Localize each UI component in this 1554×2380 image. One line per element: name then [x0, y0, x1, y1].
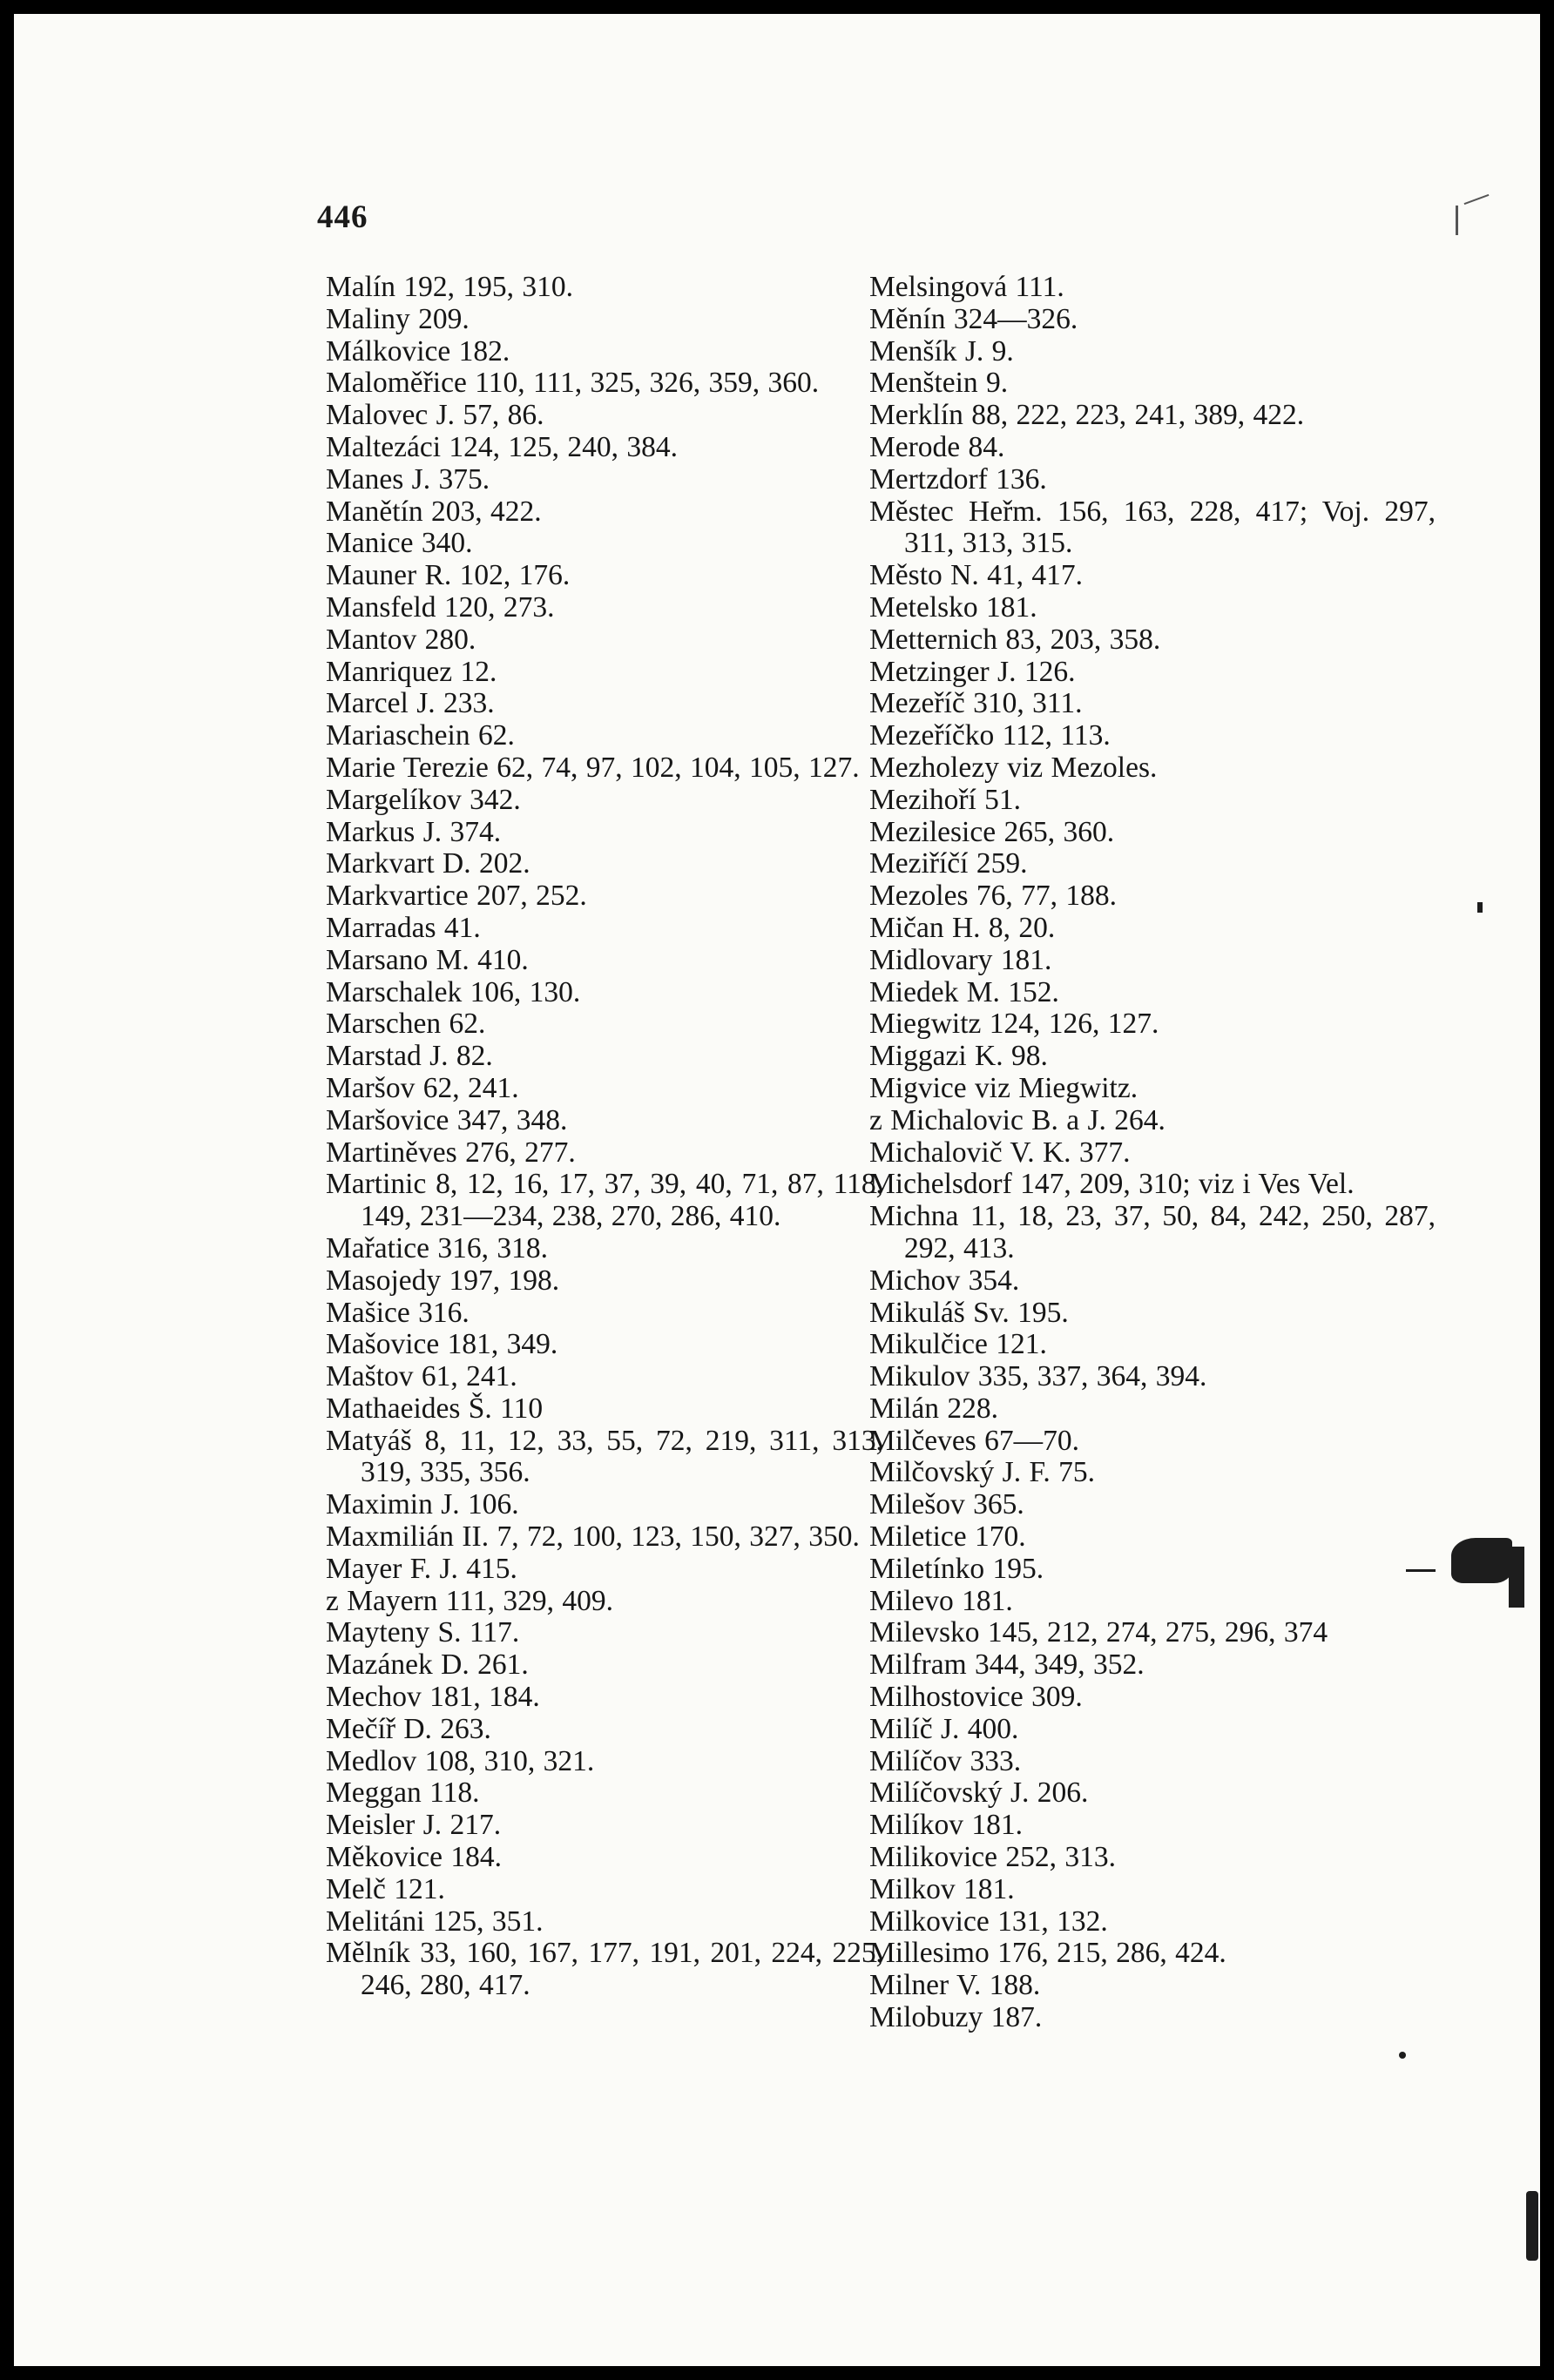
- index-entry: Markus J. 374.: [326, 815, 502, 848]
- index-entry: Maxmilián II. 7, 72, 100, 123, 150, 327, 350.: [326, 1520, 860, 1554]
- index-entry: Manice 340.: [326, 527, 473, 560]
- index-entry: Mikulčice 121.: [869, 1328, 1047, 1361]
- index-entry: Maršovice 347, 348.: [326, 1103, 568, 1136]
- index-entry: Měkovice 184.: [326, 1841, 502, 1874]
- index-entry: Mašice 316.: [326, 1296, 470, 1329]
- index-entry: Mečíř D. 263.: [326, 1712, 491, 1745]
- scan-mark: [1509, 1547, 1524, 1608]
- index-entry: Menštein 9.: [869, 367, 1009, 400]
- index-entry: Milán 228.: [869, 1392, 999, 1425]
- index-entry: Milevo 181.: [869, 1584, 1013, 1617]
- index-entry: Maloměřice 110, 111, 325, 326, 359, 360.: [326, 367, 820, 400]
- index-entry: Michelsdorf 147, 209, 310; viz i Ves Vel.: [869, 1168, 1355, 1201]
- index-entry: Melitáni 125, 351.: [326, 1905, 544, 1938]
- index-entry: Mikulov 335, 337, 364, 394.: [869, 1360, 1207, 1393]
- index-entry: Maršov 62, 241.: [326, 1071, 519, 1104]
- index-entry: Menšík J. 9.: [869, 334, 1014, 367]
- index-entry: Marradas 41.: [326, 911, 481, 944]
- index-entry: Milčovský J. F. 75.: [869, 1456, 1096, 1489]
- index-entry: Mezilesice 265, 360.: [869, 815, 1115, 848]
- index-entry: Miegwitz 124, 126, 127.: [869, 1008, 1159, 1041]
- index-entry: Milfram 344, 349, 352.: [869, 1648, 1145, 1682]
- index-entry: Milíkov 181.: [869, 1809, 1023, 1842]
- index-entry: Mariaschein 62.: [326, 719, 515, 752]
- index-entry: Mertzdorf 136.: [869, 462, 1047, 496]
- index-entry: Milobuzy 187.: [869, 2001, 1043, 2034]
- index-entry: Málkovice 182.: [326, 334, 510, 367]
- index-entry: Markvartice 207, 252.: [326, 880, 587, 913]
- index-entry: Manětín 203, 422.: [326, 495, 542, 528]
- index-entry: Maltezáci 124, 125, 240, 384.: [326, 430, 679, 463]
- index-entry: Mičan H. 8, 20.: [869, 911, 1056, 944]
- index-entry: Mezholezy viz Mezoles.: [869, 751, 1158, 784]
- scan-speck: [1477, 902, 1483, 913]
- scan-mark: [1456, 206, 1458, 235]
- index-entry: z Mayern 111, 329, 409.: [326, 1584, 613, 1617]
- index-entry: Mezeříč 310, 311.: [869, 687, 1083, 720]
- index-entry: Mařatice 316, 318.: [326, 1231, 549, 1264]
- index-entry: Milkovice 131, 132.: [869, 1905, 1108, 1938]
- index-entry: Martinic 8, 12, 16, 17, 37, 39, 40, 71, 87, 118, 149, 231—234, 238, 270, 286, 410.: [326, 1168, 883, 1233]
- index-entry: Městec Heřm. 156, 163, 228, 417; Voj. 297, 311, 313, 315.: [869, 495, 1436, 560]
- index-entry: Mathaeides Š. 110: [326, 1392, 544, 1425]
- index-entry: Milhostovice 309.: [869, 1681, 1083, 1714]
- index-entry: Millesimo 176, 215, 286, 424.: [869, 1937, 1226, 1970]
- index-entry: Miggazi K. 98.: [869, 1040, 1048, 1073]
- index-entry: Milešov 365.: [869, 1488, 1024, 1521]
- index-entry: Mazánek D. 261.: [326, 1648, 529, 1682]
- index-entry: Marcel J. 233.: [326, 687, 495, 720]
- index-entry: Marschalek 106, 130.: [326, 975, 581, 1008]
- index-entry: Mikuláš Sv. 195.: [869, 1296, 1069, 1329]
- index-entry: Miletice 170.: [869, 1520, 1026, 1554]
- scan-mark: [1526, 2191, 1538, 2261]
- index-entry: Milíčov 333.: [869, 1744, 1022, 1777]
- index-column-right: [869, 272, 1436, 2034]
- index-entry: Merode 84.: [869, 430, 1005, 463]
- index-entry: Migvice viz Miegwitz.: [869, 1071, 1138, 1104]
- index-column-left: [326, 272, 883, 2002]
- index-entry: Marie Terezie 62, 74, 97, 102, 104, 105, 127.: [326, 751, 860, 784]
- index-entry: Maliny 209.: [326, 302, 470, 335]
- index-entry: Milner V. 188.: [869, 1969, 1041, 2002]
- index-entry: Maštov 61, 241.: [326, 1360, 517, 1393]
- scan-mark: [1464, 194, 1490, 205]
- index-entry: Michalovič V. K. 377.: [869, 1136, 1131, 1169]
- index-entry: Matyáš 8, 11, 12, 33, 55, 72, 219, 311, 313, 319, 335, 356.: [326, 1424, 883, 1489]
- index-entry: Midlovary 181.: [869, 943, 1052, 976]
- index-entry: z Michalovic B. a J. 264.: [869, 1103, 1166, 1136]
- index-entry: Metzinger J. 126.: [869, 655, 1076, 688]
- index-entry: Merklín 88, 222, 223, 241, 389, 422.: [869, 399, 1305, 432]
- index-entry: Miedek M. 152.: [869, 975, 1059, 1008]
- index-entry: Manriquez 12.: [326, 655, 497, 688]
- index-entry: Mezihoří 51.: [869, 783, 1022, 816]
- index-entry: Markvart D. 202.: [326, 847, 530, 880]
- index-entry: Metelsko 181.: [869, 590, 1037, 624]
- index-entry: Meisler J. 217.: [326, 1809, 502, 1842]
- index-entry: Mezeříčko 112, 113.: [869, 719, 1111, 752]
- index-entry: Mělník 33, 160, 167, 177, 191, 201, 224, 225, 246, 280, 417.: [326, 1937, 883, 2002]
- scan-smudge: [1451, 1538, 1512, 1583]
- index-entry: Michov 354.: [869, 1264, 1020, 1297]
- index-entry: Margelíkov 342.: [326, 783, 521, 816]
- index-entry: Marschen 62.: [326, 1008, 486, 1041]
- index-entry: Medlov 108, 310, 321.: [326, 1744, 595, 1777]
- index-entry: Měnín 324—326.: [869, 302, 1078, 335]
- index-entry: Miletínko 195.: [869, 1552, 1044, 1585]
- index-entry: Metternich 83, 203, 358.: [869, 623, 1161, 656]
- index-entry: Milevsko 145, 212, 274, 275, 296, 374: [869, 1616, 1328, 1649]
- index-entry: Mezoles 76, 77, 188.: [869, 880, 1117, 913]
- index-entry: Mayer F. J. 415.: [326, 1552, 517, 1585]
- scan-mark: [1406, 1569, 1436, 1572]
- index-entry: Milikovice 252, 313.: [869, 1841, 1117, 1874]
- index-entry: Mauner R. 102, 176.: [326, 559, 571, 592]
- index-entry: Marsano M. 410.: [326, 943, 529, 976]
- index-entry: Marstad J. 82.: [326, 1040, 493, 1073]
- book-page: [14, 14, 1540, 2366]
- index-entry: Milíčovský J. 206.: [869, 1777, 1089, 1810]
- index-entry: Masojedy 197, 198.: [326, 1264, 560, 1297]
- index-entry: Maximin J. 106.: [326, 1488, 519, 1521]
- index-entry: Mechov 181, 184.: [326, 1681, 540, 1714]
- index-entry: Město N. 41, 417.: [869, 559, 1083, 592]
- index-entry: Mansfeld 120, 273.: [326, 590, 555, 624]
- index-entry: Michna 11, 18, 23, 37, 50, 84, 242, 250, 287, 292, 413.: [869, 1200, 1436, 1264]
- index-entry: Melsingová 111.: [869, 271, 1064, 303]
- page-number: 446: [317, 199, 368, 235]
- index-entry: Mašovice 181, 349.: [326, 1328, 558, 1361]
- index-entry: Malín 192, 195, 310.: [326, 271, 574, 303]
- scan-speck: [1399, 2052, 1406, 2059]
- index-entry: Milčeves 67—70.: [869, 1424, 1080, 1457]
- index-entry: Mantov 280.: [326, 623, 476, 656]
- index-entry: Mayteny S. 117.: [326, 1616, 520, 1649]
- index-entry: Milíč J. 400.: [869, 1712, 1019, 1745]
- index-entry: Milkov 181.: [869, 1872, 1015, 1905]
- index-entry: Meggan 118.: [326, 1777, 480, 1810]
- index-entry: Martiněves 276, 277.: [326, 1136, 576, 1169]
- index-entry: Melč 121.: [326, 1872, 445, 1905]
- index-entry: Malovec J. 57, 86.: [326, 399, 544, 432]
- index-entry: Meziříčí 259.: [869, 847, 1028, 880]
- index-entry: Manes J. 375.: [326, 462, 490, 496]
